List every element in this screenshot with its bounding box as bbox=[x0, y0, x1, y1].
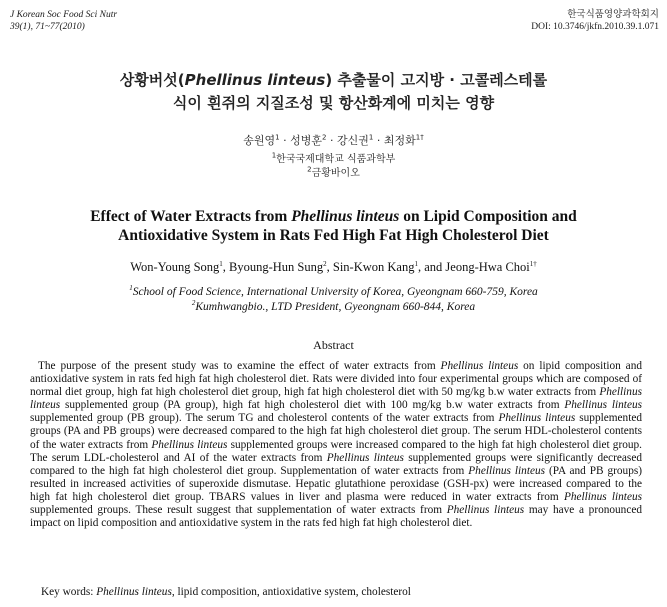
affiliation-sup: 1 bbox=[271, 151, 277, 160]
korean-title-part2: ) 추출물이 고지방 · 고콜레스테롤 bbox=[325, 71, 548, 89]
journal-issue: 39(1), 71~77(2010) bbox=[10, 22, 85, 32]
korean-affiliation bbox=[0, 167, 667, 181]
english-author bbox=[445, 260, 536, 274]
abstract-species-name: Phellinus linteus bbox=[440, 360, 519, 372]
author-name: 강신권 bbox=[337, 134, 369, 147]
author-separator: , and bbox=[417, 260, 446, 274]
korean-title-part1: 상황버섯( bbox=[119, 71, 185, 89]
author-name: 송원영 bbox=[243, 134, 276, 147]
author-sup: 1 bbox=[368, 133, 374, 142]
korean-title-line2: 식이 흰쥐의 지질조성 및 항산화계에 미치는 영향 bbox=[172, 94, 495, 112]
journal-name-korean: 한국식품영양과학회지 bbox=[567, 10, 659, 20]
keyword-species: Phellinus linteus bbox=[96, 586, 172, 598]
affiliation-text: School of Food Science, International University of Korea, Gyeongnam 660-759, Korea bbox=[132, 286, 538, 298]
english-affiliation bbox=[0, 285, 667, 300]
author-sup: 1† bbox=[415, 133, 424, 142]
korean-authors bbox=[0, 134, 667, 148]
author-name: 성병훈 bbox=[290, 134, 323, 147]
korean-author bbox=[290, 134, 326, 147]
abstract-species-name: Phellinus linteus bbox=[498, 412, 576, 425]
english-title-line2: Antioxidative System in Rats Fed High Fat High Cholesterol Diet bbox=[118, 227, 549, 244]
abstract-species-name: Phellinus linteus bbox=[468, 464, 546, 477]
abstract-text: on lipid composition and antioxidative system in rats fed high fat high cholesterol diet. Rats were divided into four experimental groups which are composed of normal diet group, high fat high cholesterol diet group, high fat high cholesterol diet with 50 mg/kg b.w water extracts from bbox=[30, 360, 642, 399]
author-separator: , bbox=[222, 260, 230, 274]
abstract-heading: Abstract bbox=[313, 338, 354, 352]
english-title-part1: Effect of Water Extracts from bbox=[90, 208, 292, 225]
author-sup: 1 bbox=[219, 259, 223, 268]
english-title-line1 bbox=[0, 207, 667, 226]
korean-title-line1 bbox=[0, 69, 667, 92]
separator: · bbox=[326, 134, 337, 147]
affiliation-text: Kumhwangbio., LTD President, Gyeongnam 660-844, Korea bbox=[195, 301, 476, 313]
separator: · bbox=[373, 134, 384, 147]
author-sup: 1 bbox=[414, 259, 418, 268]
journal-name: J Korean Soc Food Sci Nutr bbox=[10, 10, 118, 20]
author-separator: , bbox=[326, 260, 333, 274]
korean-author bbox=[337, 134, 373, 147]
keywords-label: Key words: bbox=[41, 586, 97, 598]
korean-author bbox=[243, 134, 279, 147]
author-sup: 2 bbox=[322, 133, 327, 142]
author-sup: 2 bbox=[323, 259, 327, 268]
affiliation-sup: 1 bbox=[129, 284, 133, 293]
english-title bbox=[0, 207, 667, 245]
author-name: Jeong-Hwa Choi bbox=[445, 260, 530, 274]
affiliation-text: 한국국제대학교 식품과학부 bbox=[276, 154, 396, 165]
abstract-species-name: Phellinus linteus bbox=[30, 386, 642, 412]
author-name: 최정화 bbox=[383, 134, 416, 147]
abstract-text: supplemented group (PB group). The serum TG and cholesterol contents of the water extracts from bbox=[30, 412, 499, 425]
abstract-text: supplemented groups were significantly decreased compared to the high fat high cholesterol diet group. Supplementation of water extracts from bbox=[30, 451, 642, 477]
korean-author bbox=[384, 134, 424, 147]
journal-header-left bbox=[10, 9, 117, 33]
abstract-species-name: Phellinus linteus bbox=[563, 490, 643, 503]
keywords-rest: , lipid composition, antioxidative system, cholesterol bbox=[171, 586, 411, 598]
english-affiliation bbox=[0, 300, 667, 315]
affiliation-sup: 2 bbox=[191, 299, 196, 308]
abstract-text: The purpose of the present study was to examine the effect of water extracts from bbox=[38, 360, 441, 372]
keywords bbox=[41, 586, 411, 599]
abstract-species-name: Phellinus linteus bbox=[446, 504, 525, 517]
author-name: Byoung-Hun Sung bbox=[229, 260, 324, 274]
english-title-part2: on Lipid Composition and bbox=[399, 208, 577, 225]
korean-affiliations bbox=[0, 153, 667, 181]
abstract-text: supplemented groups (PA and PB groups) were decreased compared to the high fat high cholesterol diet group. The serum HDL-cholesterol contents of the water extracts from bbox=[30, 412, 643, 451]
english-author bbox=[229, 260, 333, 274]
abstract-species-name: Phellinus linteus bbox=[151, 438, 228, 451]
english-affiliations bbox=[0, 285, 667, 315]
abstract-body bbox=[30, 360, 642, 530]
korean-affiliation bbox=[0, 153, 667, 167]
author-name: Won-Young Song bbox=[130, 260, 220, 274]
abstract-species-name: Phellinus linteus bbox=[326, 451, 404, 464]
journal-header-right bbox=[531, 9, 659, 33]
english-author bbox=[333, 260, 446, 274]
abstract-text: (PA and PB groups) resulted in increased activities of superoxide dismutase. Hepatic glutathione peroxidase (GSH-px) were increased compared to the high fat high cholesterol diet group. TBARS values in liver and plasma were reduced in water extracts from bbox=[30, 464, 642, 503]
korean-title bbox=[0, 69, 667, 115]
abstract-text: supplemented group (PA group), high fat high cholesterol diet with 100 mg/kg b.w water extracts from bbox=[60, 399, 565, 412]
english-authors bbox=[0, 260, 667, 275]
affiliation-sup: 2 bbox=[307, 165, 312, 174]
english-title-species: Phellinus linteus bbox=[291, 208, 400, 225]
affiliation-text: 금황바이오 bbox=[311, 168, 360, 179]
english-author bbox=[130, 260, 229, 274]
author-sup: 1† bbox=[529, 259, 537, 268]
doi: DOI: 10.3746/jkfn.2010.39.1.071 bbox=[531, 22, 659, 32]
abstract-text: supplemented groups were increased compared to the high fat high cholesterol diet group. The serum LDL-cholesterol and AI of the water extracts from bbox=[30, 438, 642, 464]
korean-title-species: Phellinus linteus bbox=[184, 71, 326, 89]
abstract-text: supplemented groups. These result suggest that supplementation of water extracts from bbox=[30, 504, 447, 517]
author-sup: 1 bbox=[275, 133, 280, 142]
author-name: Sin-Kwon Kang bbox=[332, 260, 415, 274]
abstract-text: may have a pronounced impact on lipid composition and antioxidative system in the rats fed high fat high cholesterol diet. bbox=[30, 504, 643, 530]
separator: · bbox=[279, 134, 291, 147]
abstract-species-name: Phellinus linteus bbox=[564, 399, 642, 412]
